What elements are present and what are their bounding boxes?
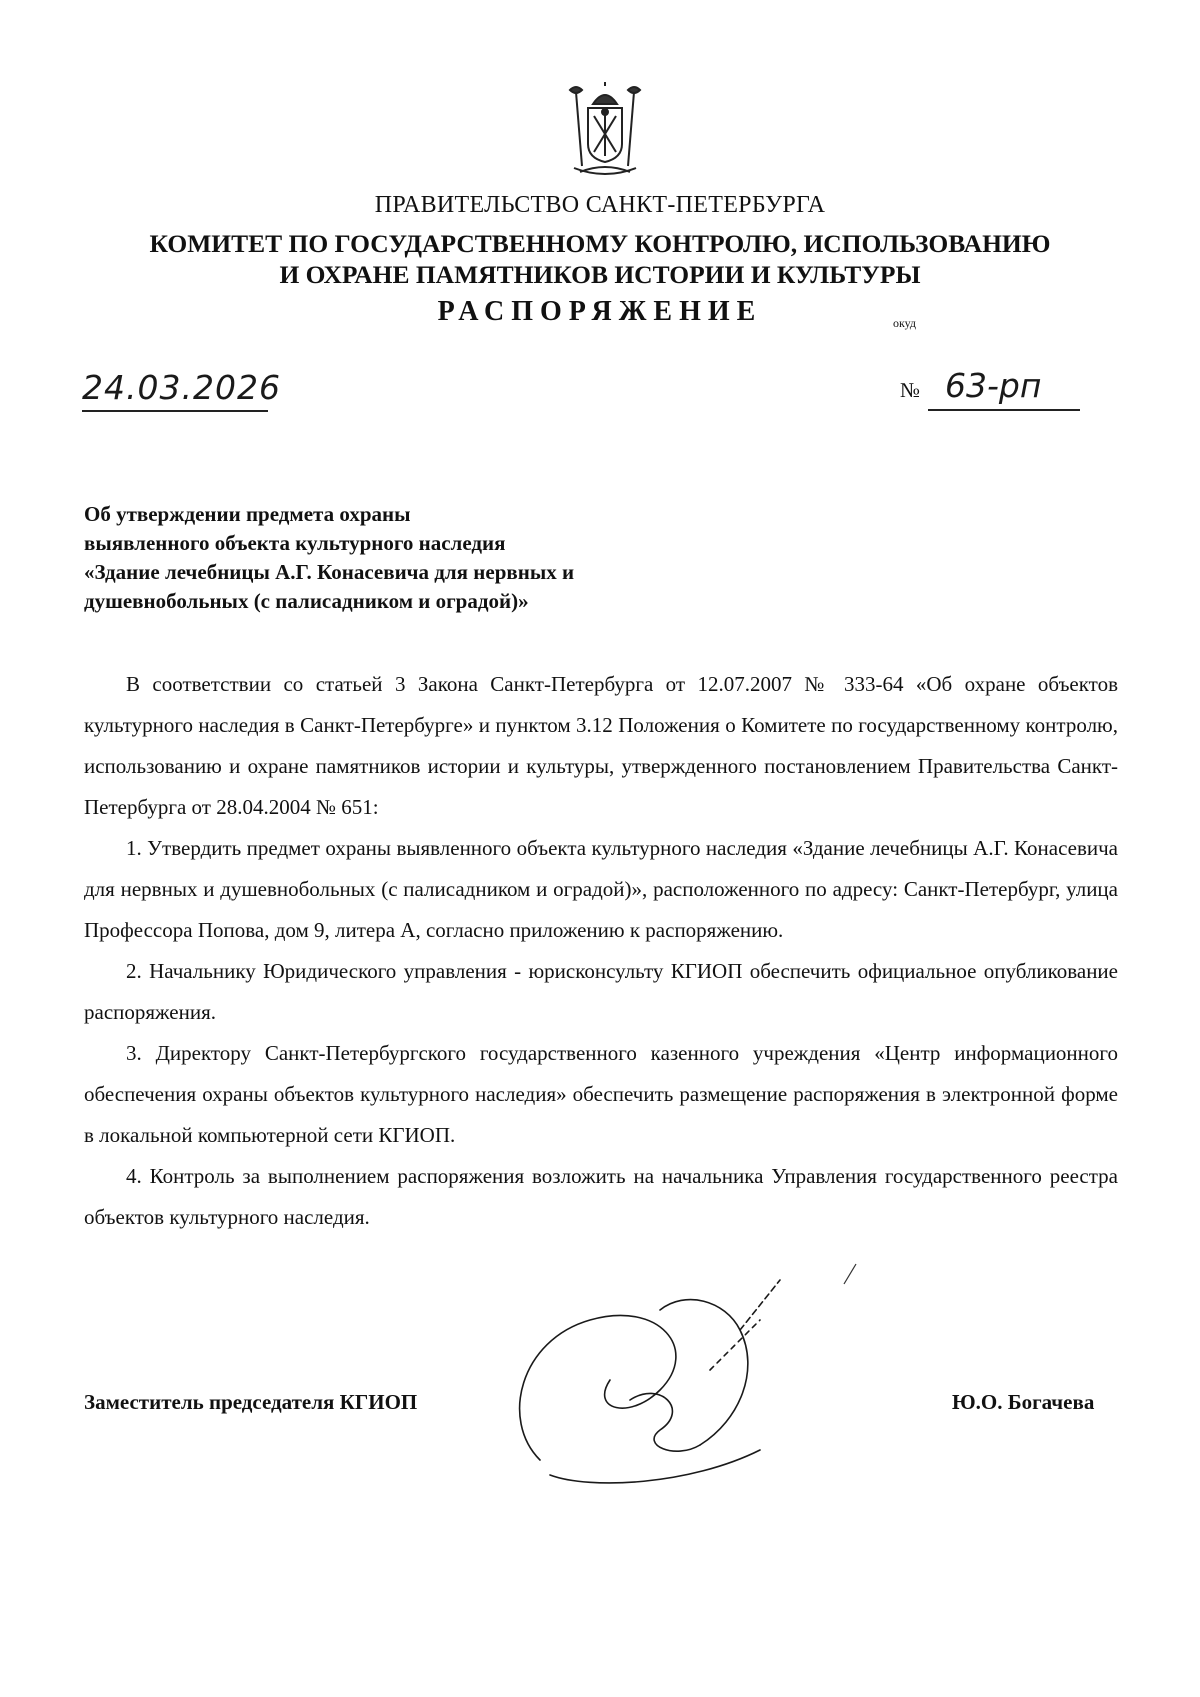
item-3-paragraph: 3. Директору Санкт-Петербургского государственного казенного учреждения «Центр информационного обеспечения охраны объектов культурного наследия» обеспечить размещение распоряжения в электронной форме в локальной компьютерной сети КГИОП. — [84, 1041, 1118, 1147]
preamble-paragraph: В соответствии со статьей 3 Закона Санкт-Петербурга от 12.07.2007 № 333-64 «Об охране объектов культурного наследия в Санкт-Петербурге» и пунктом 3.12 Положения о Комитете по государственному контролю, использованию и охране памятников истории и культуры, утвержденного постановлением Правительства Санкт-Петербурга от 28.04.2004 № 651: — [84, 672, 1118, 819]
signatory-name: Ю.О. Богачева — [952, 1390, 1095, 1414]
subject-line-3: «Здание лечебницы А.Г. Конасевича для нервных и — [84, 560, 575, 584]
item-2-paragraph: 2. Начальнику Юридического управления - юрисконсульту КГИОП обеспечить официальное опубликование распоряжения. — [84, 959, 1118, 1024]
item-1-paragraph: 1. Утвердить предмет охраны выявленного объекта культурного наследия «Здание лечебницы А.Г. Конасевича для нервных и душевнобольных (с палисадником и оградой)», расположенного по адресу: Санкт-Петербург, улица Профессора Попова, дом 9, литера А, согласно приложению к распоряжению. — [84, 836, 1118, 942]
number-underline — [928, 409, 1080, 411]
document-date: 24.03.2026 — [82, 368, 281, 407]
document-body — [84, 664, 1118, 1238]
spb-coat-of-arms-icon — [560, 82, 650, 180]
government-name: ПРАВИТЕЛЬСТВО САНКТ-ПЕТЕРБУРГА — [374, 192, 826, 218]
date-underline — [82, 410, 268, 412]
number-sign: № — [900, 378, 921, 402]
signatory-position: Заместитель председателя КГИОП — [84, 1390, 418, 1414]
document-number: 63-рп — [945, 366, 1042, 405]
okud-label: окуд — [893, 316, 917, 330]
committee-line-1: КОМИТЕТ ПО ГОСУДАРСТВЕННОМУ КОНТРОЛЮ, ИСПОЛЬЗОВАНИЮ — [149, 229, 1051, 258]
subject-line-2: выявленного объекта культурного наследия — [84, 531, 506, 555]
document-type: РАСПОРЯЖЕНИЕ — [437, 296, 763, 327]
committee-name — [0, 228, 1200, 290]
handwritten-signature-icon — [510, 1260, 870, 1510]
pen-mark-icon — [840, 1262, 860, 1286]
document-subject — [84, 500, 724, 616]
item-4-paragraph: 4. Контроль за выполнением распоряжения возложить на начальника Управления государственного реестра объектов культурного наследия. — [84, 1164, 1118, 1229]
committee-line-2: И ОХРАНЕ ПАМЯТНИКОВ ИСТОРИИ И КУЛЬТУРЫ — [279, 260, 921, 289]
subject-line-1: Об утверждении предмета охраны — [84, 502, 411, 526]
subject-line-4: душевнобольных (с палисадником и оградой)» — [84, 589, 529, 613]
